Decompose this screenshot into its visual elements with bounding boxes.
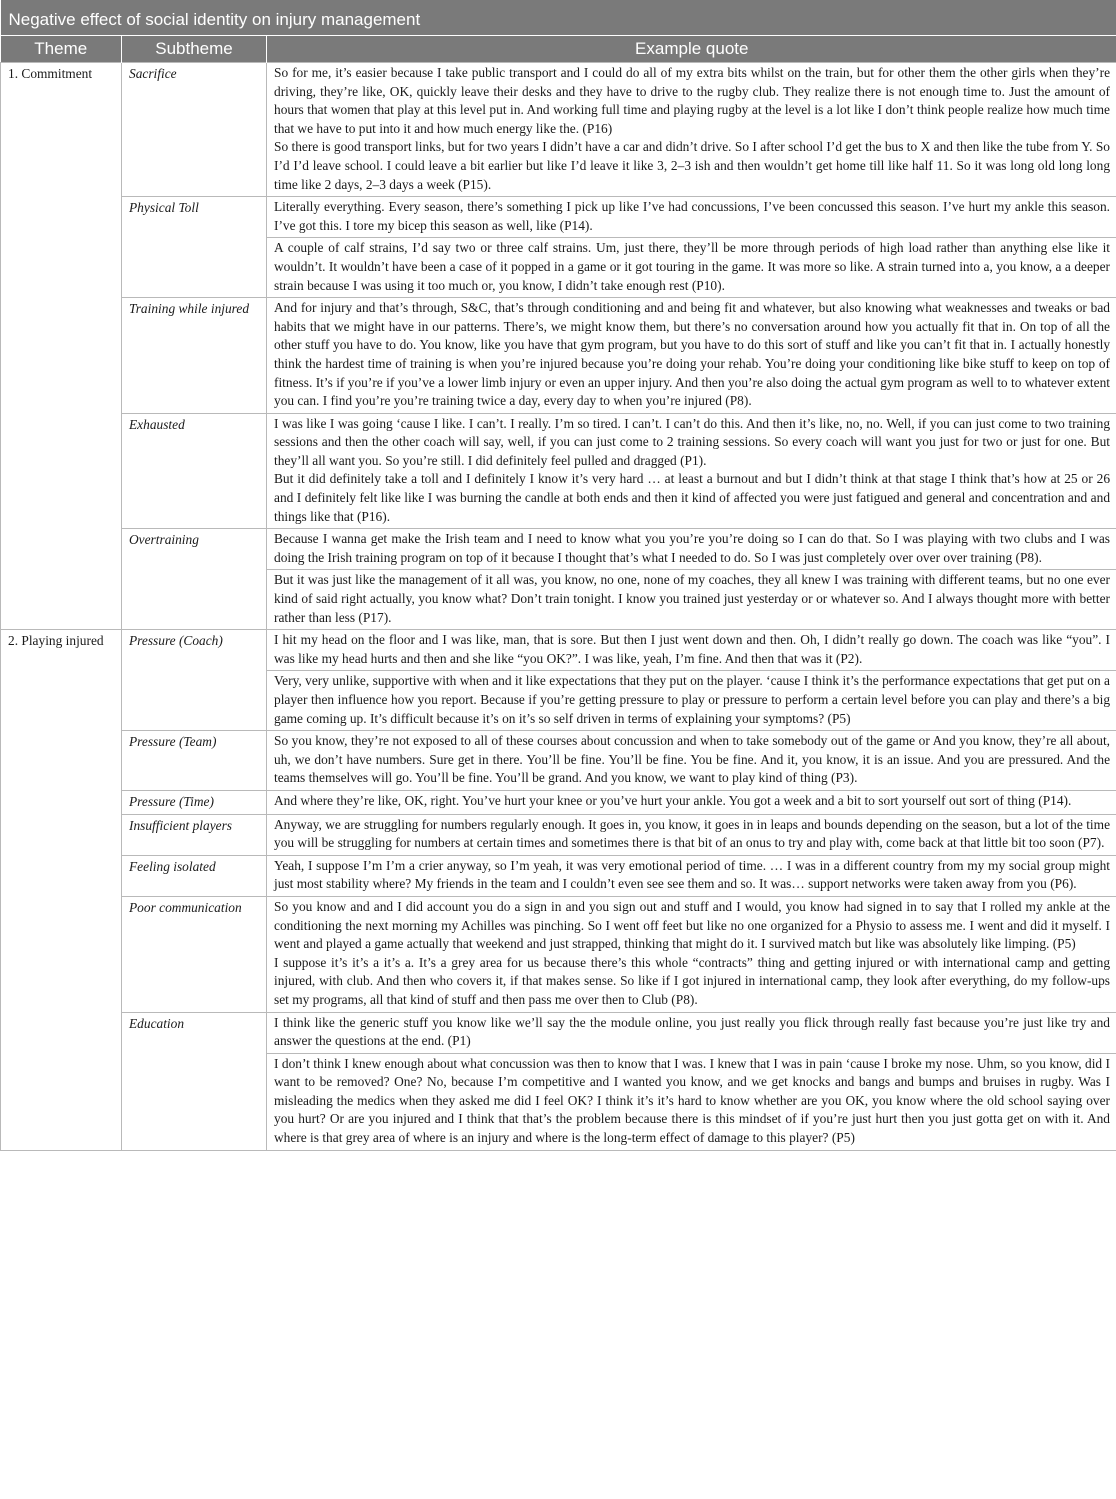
quote-text: I suppose it’s it’s a it’s a. It’s a grey area for us because there’s this whole “contracts” thing and getting injured or with international camp and getting injured, with club. And then who covers it, if that makes sense. So like if I got injured in international camp, they look after everything, do my follow-ups set my programs, all that kind of stuff and then pass me over then to Club (P8). [274,954,1111,1007]
quote-cell: Literally everything. Every season, there’s something I pick up like I’ve had concussions, I’ve been concussed this season. I’ve hurt my ankle this season. I’ve got this. I tore my bicep this season as well, like (P14). [267,197,1116,238]
subtheme-exhausted: Exhausted [122,413,267,529]
table-row [1,63,1116,197]
table-row [1,731,1116,791]
quote-cell: I don’t think I knew enough about what concussion was then to know that I was. I knew that I was in pain ‘cause I broke my nose. Uhm, so you know, did I want to be removed? One? No, because I’m competitive and I wanted you know, and we get knocks and bangs and bumps and bruises in rugby. Was I misleading the medics when they asked me did I feel OK? I think it’s it’s hard to know whether are you OK, you know where the old school saying over you hurt? Or are you injured and I think that that’s the problem because there is this mindset of if you’re just hurt then you just gotta get on with it. And where is that grey area of where is an injury and where is the long-term effect of damage to this player? (P5) [267,1053,1116,1150]
subtheme-training-while-injured: Training while injured [122,298,267,414]
subtheme-sacrifice: Sacrifice [122,63,267,197]
subtheme-education: Education [122,1012,267,1150]
table-row [1,855,1116,896]
header-subtheme: Subtheme [122,36,267,63]
quote-cell: And where they’re like, OK, right. You’ve hurt your knee or you’ve hurt your ankle. You got a week and a bit to sort yourself out sort of thing (P14). [267,790,1116,814]
header-theme: Theme [1,36,122,63]
table-row [1,298,1116,414]
subtheme-pressure-team: Pressure (Team) [122,731,267,791]
quote-text: So you know and and I did account you do a sign in and you sign out and stuff and I would, you know had signed in to say that I rolled my ankle at the conditioning the next morning my Achilles was pinching. So I went off feet but like no one organized for a Physio to assess me. I went and did it myself. I went and played a game actually that weekend and just strapped, thinking that might do it. I survived match but like was absolutely like limping. (P5) [274,898,1111,952]
quote-cell: Because I wanna get make the Irish team and I need to know what you you’re you’re doing so I can do that. So I was playing with two clubs and I was doing the Irish training program on top of it because I thought that’s what I needed to do. So I was just completely over over over training (P8). [267,529,1116,570]
table-row [1,896,1116,1012]
table-row [1,814,1116,855]
subtheme-pressure-coach: Pressure (Coach) [122,630,267,731]
quote-cell: I think like the generic stuff you know like we’ll say the the module online, you just really you flick through really fast because you’re just like try and answer the questions at the end. (P1) [267,1012,1116,1053]
table-row [1,790,1116,814]
quote-cell: So you know, they’re not exposed to all of these courses about concussion and when to take somebody out of the game or And you know, they’re all about, uh, we don’t have numbers. Sure get in there. You’ll be fine. You’ll be fine. You be fine. And it, you know, it is an issue. And you are pressured. And the teams themselves will go. You’ll be fine. You’ll be grand. And you know, we want to play kind of thing (P3). [267,731,1116,791]
quote-text: But it did definitely take a toll and I definitely I know it’s very hard … at least a burnout and but I didn’t think at that stage I think that’s how at 25 or 26 and I definitely felt like like I was burning the candle at both ends and then it kind of affected you were just fatigued and general and concentration and and things like that (P16). [274,471,1111,524]
table-row [1,413,1116,529]
subtheme-physical-toll: Physical Toll [122,197,267,298]
table-row [1,197,1116,238]
theme-playing-injured: 2. Playing injured [1,630,122,1150]
quote-cell: Yeah, I suppose I’m I’m a crier anyway, so I’m yeah, it was very emotional period of time. … I was in a different country from my my social group might just most stability where? My friends in the team and I couldn’t even see see them and so. It was… support networks were taken away from you (P6). [267,855,1116,896]
quote-cell: But it was just like the management of it all was, you know, no one, none of my coaches, they all knew I was training with different teams, but no one ever kind of said right actually, you know what? Don’t train tonight. I know you trained just yesterday or or whatever so. And I always thought more with better rather than less (P17). [267,570,1116,630]
table-row [1,529,1116,570]
subtheme-poor-communication: Poor communication [122,896,267,1012]
subtheme-overtraining: Overtraining [122,529,267,630]
table-row [1,1012,1116,1053]
quote-cell: I hit my head on the floor and I was like, man, that is sore. But then I just went down and then. Oh, I didn’t really go down. The coach was like “you”. I was like my head hurts and then and she like “you OK?”. I was like, yeah, I’m fine. And then that was it (P2). [267,630,1116,671]
subtheme-pressure-time: Pressure (Time) [122,790,267,814]
quote-cell: A couple of calf strains, I’d say two or three calf strains. Um, just there, they’ll be more through periods of high load rather than anything else like it wouldn’t. It wouldn’t have been a case of it popped in a game or it got touring in the game. It was more so like. A strain turned into a, you know, a a deeper strain because I was using it too much or, you know, I didn’t take enough rest (P10). [267,238,1116,298]
quote-text: I was like I was going ‘cause I like. I can’t. I really. I’m so tired. I can’t. I can’t do this. And then it’s like, no, no. Well, if you can just come to two training sessions and then the other coach will say, well, if you can just come to 2 training sessions. So every coach will want you just for two or just for one. But they’ll all want you. So you’re still. I did definitely feel pulled and dragged (P1). [274,415,1111,468]
quote-cell [267,896,1116,1012]
quote-text: So there is good transport links, but for two years I didn’t have a car and didn’t drive. So I after school I’d get the bus to X and then like the tube from Y. So I’d I’d leave school. I could leave a bit earlier but like I’d leave it like 3, 2–3 ish and then wouldn’t get home till like half 11. So it was long old long long time like 2 days, 2–3 days a week (P15). [274,139,1111,192]
quote-cell: And for injury and that’s through, S&C, that’s through conditioning and and being fit and whatever, but also knowing what weaknesses and tweaks or bad habits that we might have in our patterns. There’s, we might know them, but there’s no conversation around how you actually fit that in. On top of all the other stuff you have to do. You know, like you have that gym program, but you have to do this sort of stuff and like you can’t fit that in. I actually honestly think the hardest time of training is when you’re injured because you’re doing your rehab. You’re doing your conditioning like bike stuff to keep on top of fitness. It’s if you’re if you’ve a lower limb injury or even an upper injury. And then you’re also doing the actual gym program as well to to whatever extent you can. I find you’re you’re training twice a day, every day to when you’re injured (P8). [267,298,1116,414]
quote-cell [267,413,1116,529]
quote-text: So for me, it’s easier because I take public transport and I could do all of my extra bits whilst on the train, but for other them the other girls when they’re driving, they’re like, OK, quickly leave their desks and they have to drive to the rugby club. They realize there is not enough time to. Just the amount of hours that women that play at this level put in. And working full time and playing rugby at the level is a lot like I don’t think people realize how much time that we have to put into it and how much energy like the. (P16) [274,65,1111,136]
quote-cell: Anyway, we are struggling for numbers regularly enough. It goes in, you know, it goes in in leaps and bounds depending on the season, but a lot of the time you will be struggling for numbers at certain times and sometimes there is that bit of an onus to try and play with, come back at that little bit too soon (P7). [267,814,1116,855]
subtheme-insufficient-players: Insufficient players [122,814,267,855]
header-row [1,36,1116,63]
theme-commitment: 1. Commitment [1,63,122,630]
subtheme-feeling-isolated: Feeling isolated [122,855,267,896]
table-caption: Negative effect of social identity on injury management [1,0,1116,36]
quote-cell [267,63,1116,197]
table-row [1,630,1116,671]
header-quote: Example quote [267,36,1116,63]
quote-cell: Very, very unlike, supportive with when and it like expectations that they put on the player. ‘cause I think it’s the performance expectations that get put on a player then influence how you report. Because if you’re getting pressure to play or pressure to perform a certain level before you can play and there’s a big game coming up. It’s difficult because it’s on it’s so self driven in terms of explaining your symptoms? (P5) [267,671,1116,731]
